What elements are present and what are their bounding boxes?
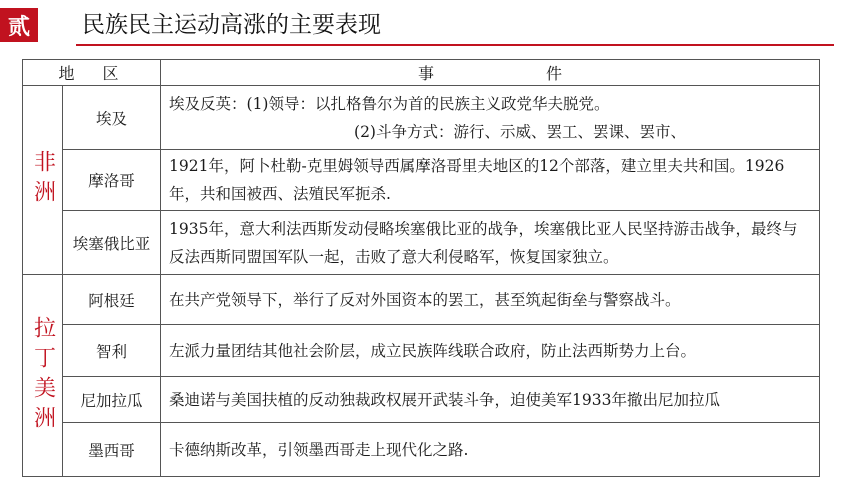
country-cell: 智利 — [63, 325, 161, 377]
country-cell: 尼加拉瓜 — [63, 377, 161, 423]
table-row — [23, 86, 820, 150]
table-row — [23, 275, 820, 325]
table-row — [23, 377, 820, 423]
country-cell: 摩洛哥 — [63, 150, 161, 211]
event-cell: 在共产党领导下，举行了反对外国资本的罢工，甚至筑起街垒与警察战斗。 — [161, 275, 820, 325]
event-cell: 桑迪诺与美国扶植的反动独裁政权展开武装斗争，迫使美军1933年撤出尼加拉瓜 — [161, 377, 820, 423]
page-title: 民族民主运动高涨的主要表现 — [82, 12, 381, 38]
header-region: 地 区 — [23, 60, 161, 86]
country-cell: 墨西哥 — [63, 423, 161, 477]
event-cell: 埃及反英：(1)领导：以扎格鲁尔为首的民族主义政党华夫脱党。 (2)斗争方式：游行、示威、罢工、罢课、罢市、 — [161, 86, 820, 150]
table-header-row — [23, 60, 820, 86]
country-cell: 阿根廷 — [63, 275, 161, 325]
event-cell: 1921年，阿卜杜勒-克里姆领导西属摩洛哥里夫地区的12个部落，建立里夫共和国。1926年，共和国被西、法殖民军扼杀. — [161, 150, 820, 211]
event-cell: 1935年，意大利法西斯发动侵略埃塞俄比亚的战争，埃塞俄比亚人民坚持游击战争，最终与反法西斯同盟国军队一起，击败了意大利侵略军，恢复国家独立。 — [161, 211, 820, 275]
table-row — [23, 211, 820, 275]
continent-africa: 非洲 — [23, 86, 63, 275]
table-row — [23, 325, 820, 377]
events-table — [22, 59, 820, 477]
continent-latam: 拉丁美洲 — [23, 275, 63, 477]
header-event: 事 件 — [161, 60, 820, 86]
event-cell: 卡德纳斯改革，引领墨西哥走上现代化之路. — [161, 423, 820, 477]
section-badge: 贰 — [0, 8, 38, 42]
country-cell: 埃及 — [63, 86, 161, 150]
country-cell: 埃塞俄比亚 — [63, 211, 161, 275]
event-cell: 左派力量团结其他社会阶层，成立民族阵线联合政府，防止法西斯势力上台。 — [161, 325, 820, 377]
table-row — [23, 423, 820, 477]
title-underline — [76, 44, 834, 46]
table-row — [23, 150, 820, 211]
